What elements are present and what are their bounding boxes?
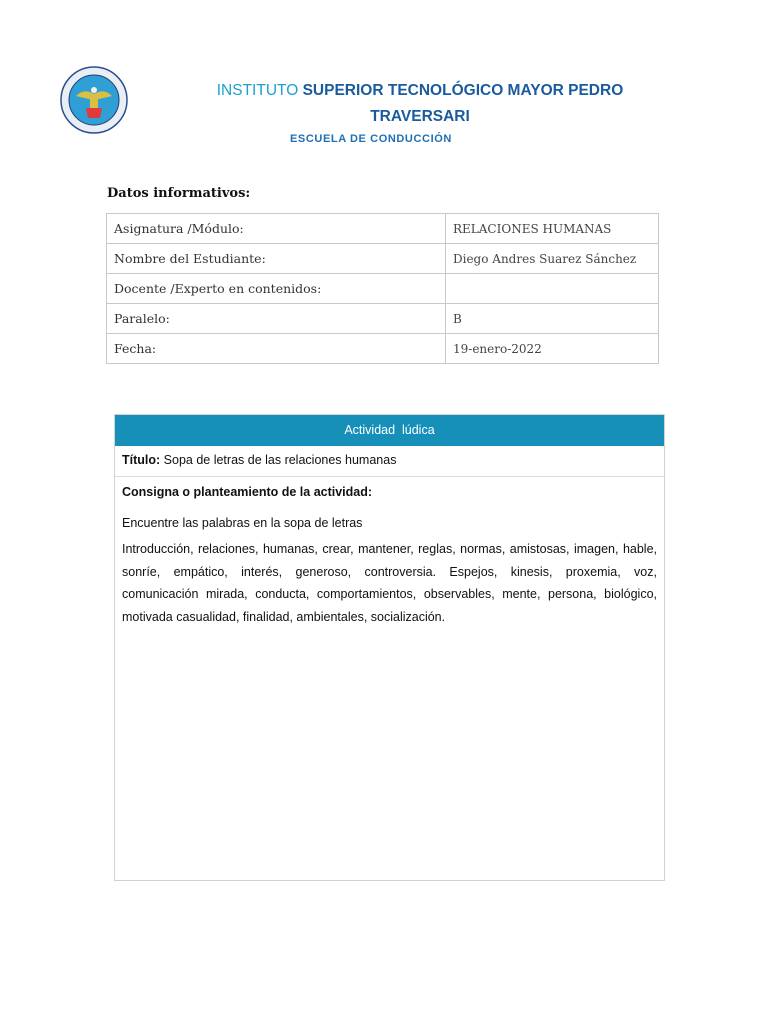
activity-body xyxy=(115,477,664,628)
table-row xyxy=(107,334,659,364)
institute-name-line1: SUPERIOR TECNOLÓGICO MAYOR PEDRO xyxy=(302,82,624,99)
instruction-text: Encuentre las palabras en la sopa de letras xyxy=(122,516,363,530)
info-table xyxy=(106,213,659,364)
institute-prefix: INSTITUTO xyxy=(216,82,299,99)
row-value: RELACIONES HUMANAS xyxy=(446,214,659,244)
table-row xyxy=(107,274,659,304)
title-value: Sopa de letras de las relaciones humanas xyxy=(160,453,397,467)
row-value: 19-enero-2022 xyxy=(446,334,659,364)
row-label: Fecha: xyxy=(107,334,446,364)
institute-seal-logo xyxy=(60,66,128,134)
row-label: Docente /Experto en contenidos: xyxy=(107,274,446,304)
table-row xyxy=(107,214,659,244)
row-label: Paralelo: xyxy=(107,304,446,334)
title-label: Título: xyxy=(122,453,161,467)
activity-title-row xyxy=(115,446,664,477)
school-name: ESCUELA DE CONDUCCIÓN xyxy=(290,133,452,145)
activity-header: Actividad lúdica xyxy=(115,415,664,446)
table-row xyxy=(107,304,659,334)
datos-heading: Datos informativos: xyxy=(107,186,251,201)
activity-box xyxy=(114,414,665,881)
row-value xyxy=(446,274,659,304)
word-list: Introducción, relaciones, humanas, crear, mantener, reglas, normas, amistosas, imagen, hable, sonríe, empático, interés, generoso, controversia. Espejos, kinesis, proxemia, voz, comunicación mirada, conducta, comportamientos, observables, mente, persona, biológico, motivada casualidad, finalidad, ambientales, socialización. xyxy=(122,542,657,624)
institute-name-line2: TRAVERSARI xyxy=(370,108,470,125)
row-value: Diego Andres Suarez Sánchez xyxy=(446,244,659,274)
row-label: Asignatura /Módulo: xyxy=(107,214,446,244)
institute-title xyxy=(180,78,660,130)
row-value: B xyxy=(446,304,659,334)
row-label: Nombre del Estudiante: xyxy=(107,244,446,274)
consigna-label: Consigna o planteamiento de la actividad: xyxy=(122,485,373,499)
table-row xyxy=(107,244,659,274)
